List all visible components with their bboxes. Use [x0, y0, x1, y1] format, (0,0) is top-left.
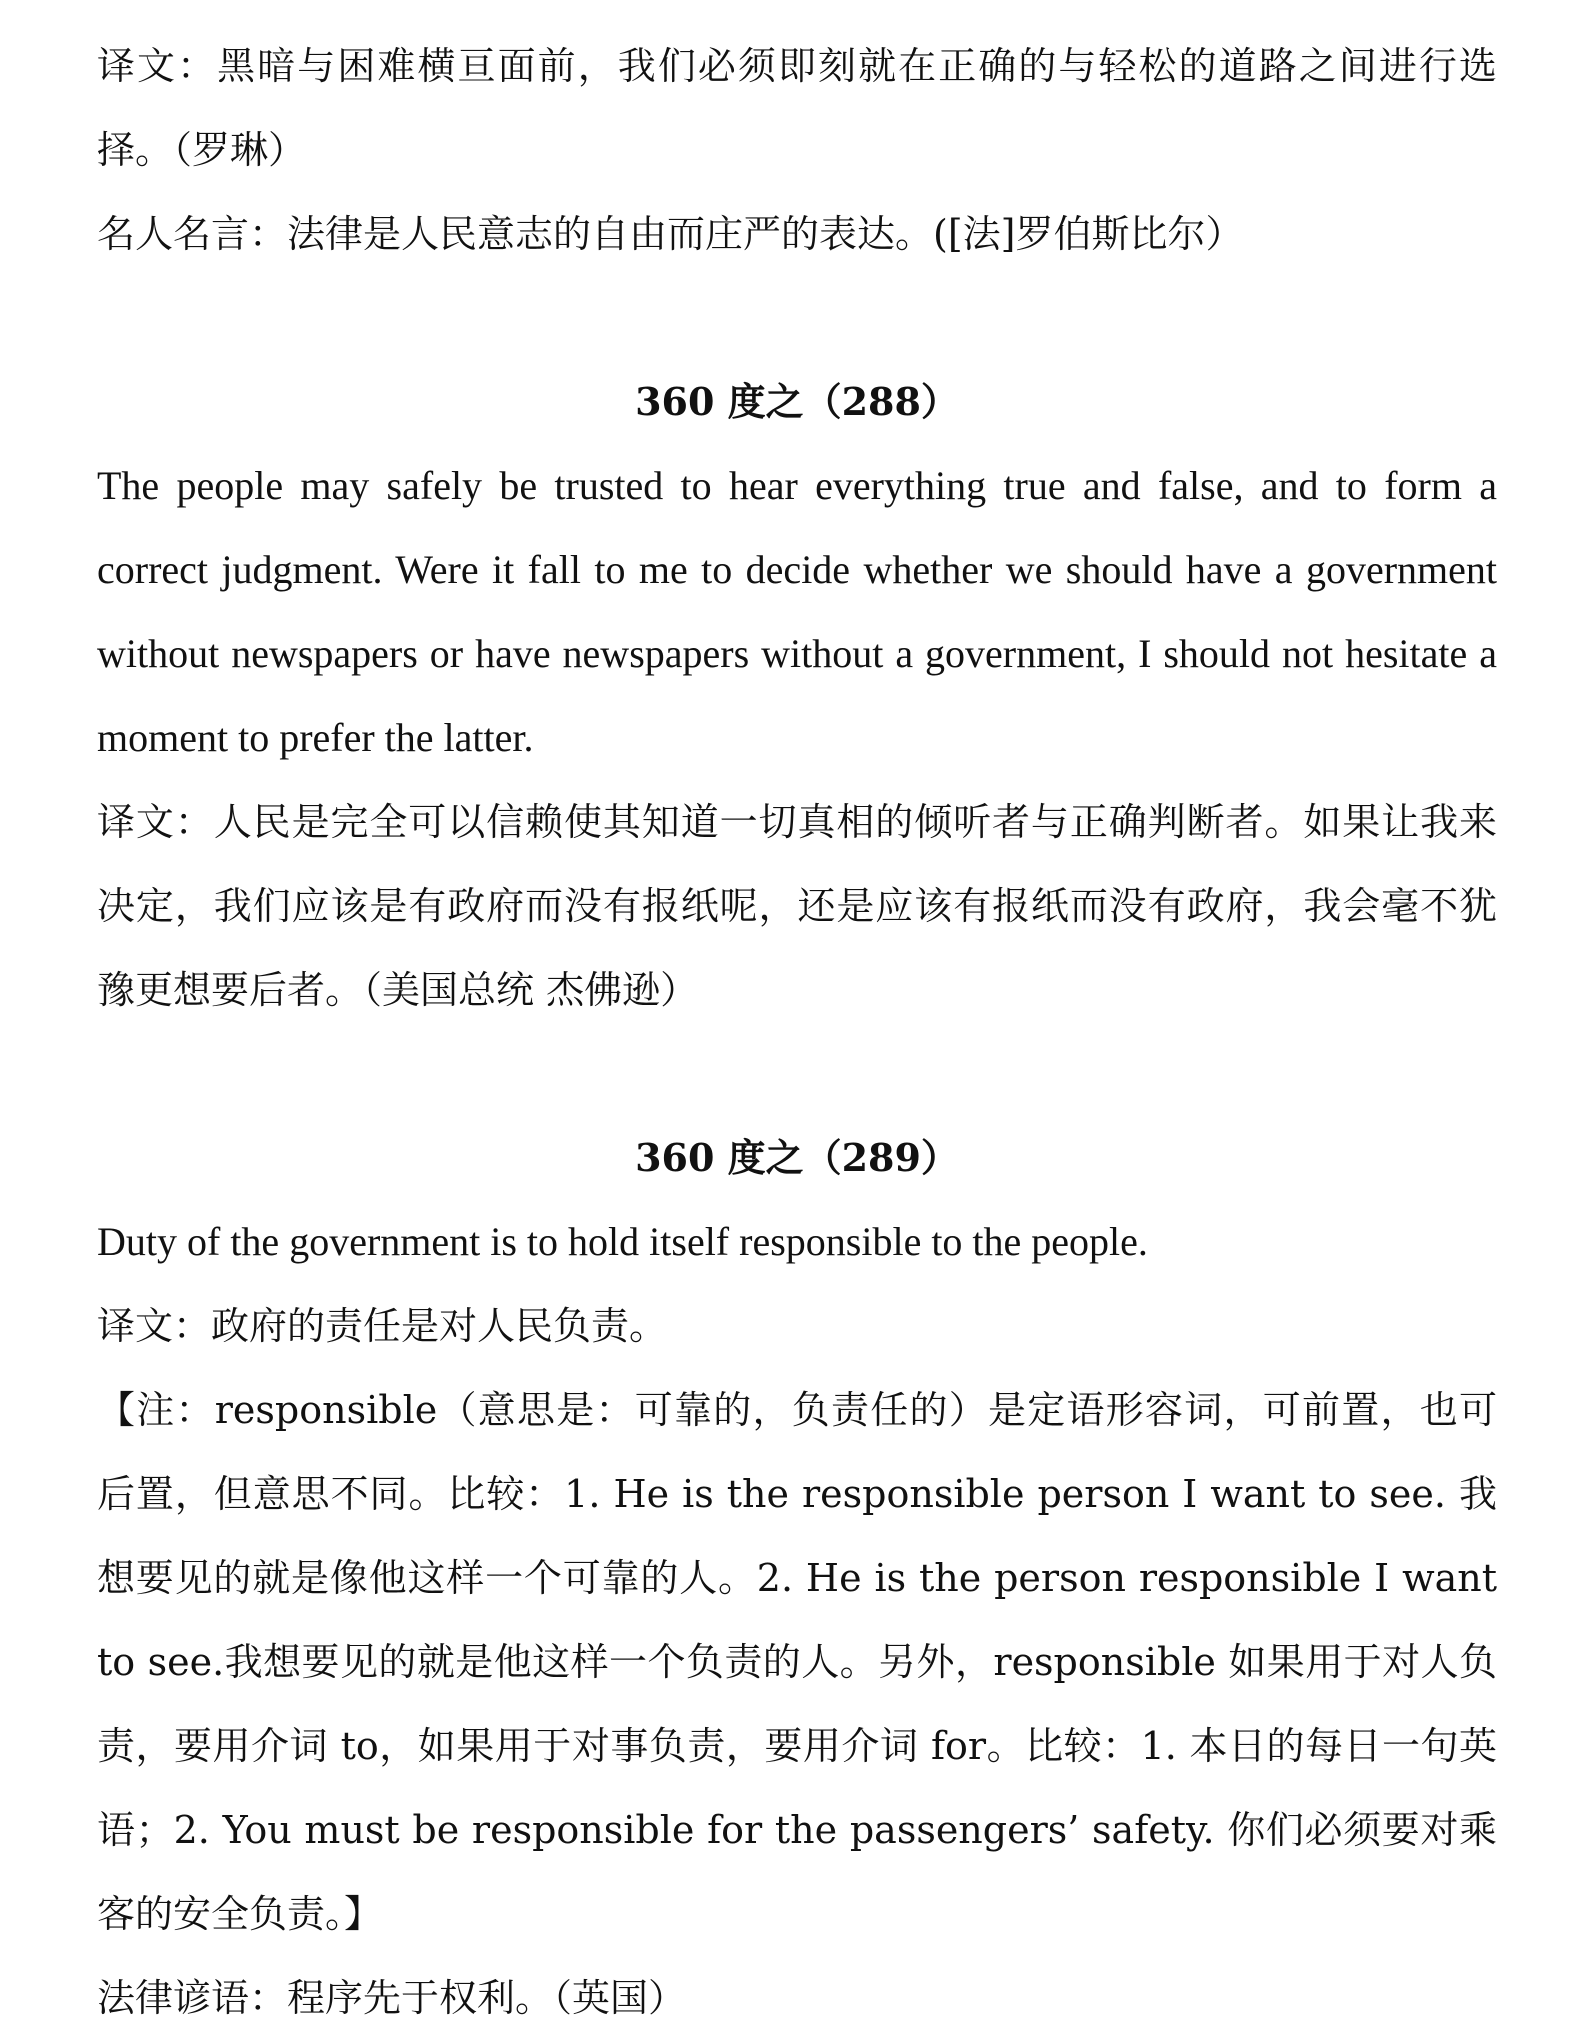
section-spacer	[97, 276, 1497, 360]
section-289-proverb: 法律谚语：程序先于权利。（英国）	[97, 1976, 687, 2020]
section-288-english: The people may safely be trusted to hear everything true and false, and to form a correct judgment. Were it fall to me to decide whether we should have a government without newspapers or have newspapers without a government, I should not hesitate a moment to prefer the latter.	[97, 463, 1497, 760]
prev-famous-quote: 名人名言：法律是人民意志的自由而庄严的表达。([法]罗伯斯比尔）	[97, 212, 1244, 256]
section-289-note: 【注：responsible（意思是：可靠的，负责任的）是定语形容词，可前置，也可后置，但意思不同。比较：1. He is the responsible person I want to see. 我想要见的就是像他这样一个可靠的人。2. He is the person responsible I want to see.我想要见的就是他这样一个负责的人。另外，responsible 如果用于对人负责，要用介词 to，如果用于对事负责，要用介词 for。比较：1. 本日的每日一句英语；2. You must be responsible for the passengers’ safety. 你们必须要对乘客的安全负责。】	[97, 1388, 1497, 1936]
document-page	[97, 24, 1497, 2040]
section-289-heading: 360 度之（289）	[635, 1135, 959, 1180]
section-289-translation: 译文：政府的责任是对人民负责。	[97, 1304, 668, 1348]
section-288-heading: 360 度之（288）	[635, 379, 959, 424]
prev-translation: 译文：黑暗与困难横亘面前，我们必须即刻就在正确的与轻松的道路之间进行选择。（罗琳）	[97, 44, 1497, 172]
section-288-translation: 译文：人民是完全可以信赖使其知道一切真相的倾听者与正确判断者。如果让我来决定，我们应该是有政府而没有报纸呢，还是应该有报纸而没有政府，我会毫不犹豫更想要后者。（美国总统 杰佛逊）	[97, 800, 1497, 1012]
section-289-english: Duty of the government is to hold itself responsible to the people.	[97, 1219, 1148, 1264]
section-spacer	[97, 1032, 1497, 1116]
